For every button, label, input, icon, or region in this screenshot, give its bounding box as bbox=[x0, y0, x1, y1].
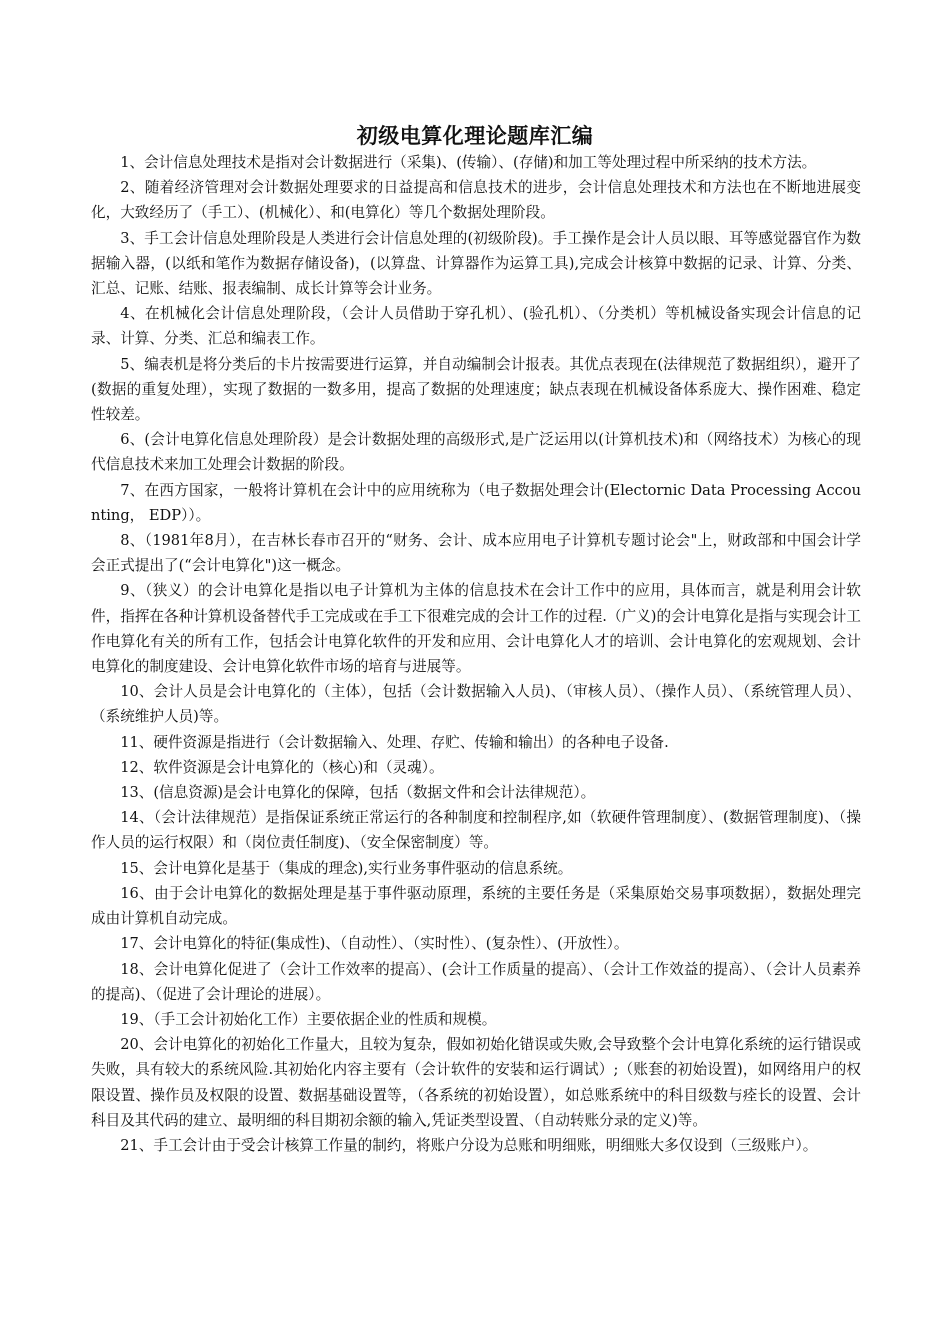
paragraph-8: 8、（1981年8月），在吉林长春市召开的“财务、会计、成本应用电子计算机专题讨论会"上，财政部和中国会计学会正式提出了(“会计电算化")这一概念。 bbox=[91, 532, 861, 575]
paragraph-14: 14、（会计法律规范）是指保证系统正常运行的各种制度和控制程序,如（软硬件管理制度）、(数据管理制度)、（操作人员的运行权限）和（岗位责任制度)、（安全保密制度）等。 bbox=[91, 809, 861, 852]
paragraph-10: 10、会计人员是会计电算化的（主体），包括（会计数据输入人员)、（审核人员）、（操作人员）、（系统管理人员）、（系统维护人员)等。 bbox=[91, 683, 861, 726]
paragraph-19: 19、（手工会计初始化工作）主要依据企业的性质和规模。 bbox=[120, 1010, 497, 1028]
paragraph-6: 6、(会计电算化信息处理阶段）是会计数据处理的高级形式,是广泛运用以(计算机技术)和（网络技术）为核心的现代信息技术来加工处理会计数据的阶段。 bbox=[91, 431, 861, 474]
paragraph-21: 21、手工会计由于受会计核算工作量的制约，将账户分设为总账和明细账，明细账大多仅设到（三级账户）。 bbox=[120, 1136, 818, 1154]
paragraph-13: 13、(信息资源)是会计电算化的保障，包括（数据文件和会计法律规范）。 bbox=[120, 784, 596, 802]
paragraph-17: 17、会计电算化的特征(集成性)、（自动性）、（实时性）、(复杂性）、(开放性）。 bbox=[120, 935, 629, 953]
paragraph-3: 3、手工会计信息处理阶段是人类进行会计信息处理的(初级阶段)。手工操作是会计人员以眼、耳等感觉器官作为数据输入器，(以纸和笔作为数据存储设备)，(以算盘、计算器作为运算工具),完成会计核算中数据的记录、计算、分类、汇总、记账、结账、报表编制、成长计算等会计业务。 bbox=[91, 229, 861, 298]
document-title: 初级电算化理论题库汇编 bbox=[356, 123, 594, 148]
paragraph-2: 2、随着经济管理对会计数据处理要求的日益提高和信息技术的进步，会计信息处理技术和方法也在不断地进展变化，大致经历了（手工）、(机械化）、和(电算化）等几个数据处理阶段。 bbox=[91, 179, 861, 222]
paragraph-16: 16、由于会计电算化的数据处理是基于事件驱动原理，系统的主要任务是（采集原始交易事项数据），数据处理完成由计算机自动完成。 bbox=[91, 884, 861, 928]
paragraph-15: 15、会计电算化是基于（集成的理念),实行业务事件驱动的信息系统。 bbox=[120, 859, 573, 877]
paragraph-4: 4、在机械化会计信息处理阶段，（会计人员借助于穿孔机）、(验孔机）、（分类机）等机械设备实现会计信息的记录、计算、分类、汇总和编表工作。 bbox=[91, 305, 861, 348]
paragraph-20: 20、会计电算化的初始化工作量大，且较为复杂，假如初始化错误或失败,会导致整个会计电算化系统的运行错误或失败，具有较大的系统风险.其初始化内容主要有（会计软件的安装和运行调试）;（账套的初始设置)，如网络用户的权限设置、操作员及权限的设置、数据基础设置等，（各系统的初始设置），如总账系统中的科目级数与痊长的设置、会计科目及其代码的建立、最明细的科目期初余额的输入,凭证类型设置、（自动转账分录的定义)等。 bbox=[91, 1036, 861, 1129]
document-body bbox=[91, 150, 861, 1158]
paragraph-12: 12、软件资源是会计电算化的（核心)和（灵魂）。 bbox=[120, 758, 444, 776]
paragraph-1: 1、会计信息处理技术是指对会计数据进行（采集)、(传输）、(存储)和加工等处理过程中所采纳的技术方法。 bbox=[120, 154, 817, 171]
paragraph-7: 7、在西方国家，一般将计算机在会计中的应用统称为（电子数据处理会计(Electornic Data Processing Accounting， EDP））。 bbox=[91, 481, 861, 524]
paragraph-18: 18、会计电算化促进了（会计工作效率的提高）、(会计工作质量的提高）、（会计工作效益的提高）、（会计人员素养的提高)、（促进了会计理论的进展）。 bbox=[91, 960, 861, 1003]
paragraph-5: 5、编表机是将分类后的卡片按需要进行运算，并自动编制会计报表。其优点表现在(法律规范了数据组织），避开了(数据的重复处理），实现了数据的一数多用，提高了数据的处理速度；缺点表现在机械设备体系庞大、操作困难、稳定性较差。 bbox=[91, 355, 861, 424]
paragraph-11: 11、硬件资源是指进行（会计数据输入、处理、存贮、传输和输出）的各种电子设备. bbox=[120, 733, 669, 751]
paragraph-9: 9、（狭义）的会计电算化是指以电子计算机为主体的信息技术在会计工作中的应用，具体而言，就是利用会计软件，指挥在各种计算机设备替代手工完成或在手工下很难完成的会计工作的过程.（广义)的会计电算化是指与实现会计工作电算化有关的所有工作，包括会计电算化软件的开发和应用、会计电算化人才的培训、会计电算化的宏观规划、会计电算化的制度建设、会计电算化软件市场的培育与进展等。 bbox=[91, 582, 861, 676]
